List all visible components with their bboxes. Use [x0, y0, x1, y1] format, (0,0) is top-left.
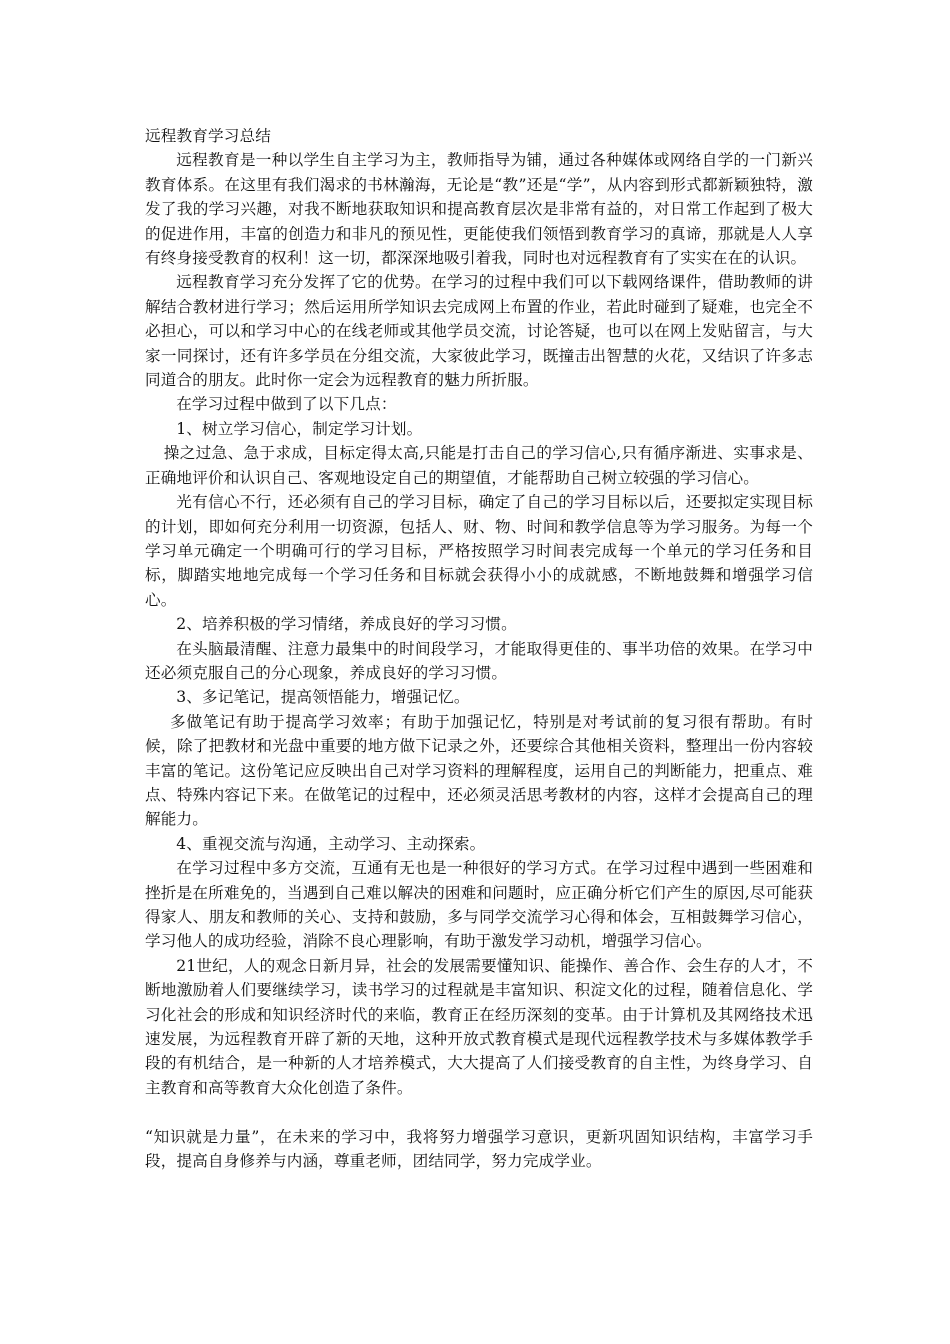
- document-body: [145, 124, 813, 1173]
- paragraph-points-intro: 在学习过程中做到了以下几点：: [176, 395, 397, 414]
- paragraph-point-2: 在头脑最清醒、注意力最集中的时间段学习，才能取得更佳的、事半功倍的效果。在学习中还必须克服自己的分心现象，养成良好的学习习惯。: [145, 639, 813, 682]
- paragraph-advantages: 远程教育学习充分发挥了它的优势。在学习的过程中我们可以下载网络课件，借助教师的讲解结合教材进行学习；然后运用所学知识去完成网上布置的作业，若此时碰到了疑难，也完全不必担心，可以和学习中心的在线老师或其他学员交流，讨论答疑，也可以在网上发贴留言，与大家一同探讨，还有许多学员在分组交流，大家彼此学习，既撞击出智慧的火花，又结识了许多志同道合的朋友。此时你一定会为远程教育的魅力所折服。: [145, 273, 813, 390]
- paragraph-point-1-a: 操之过急、急于求成，目标定得太高,只能是打击自己的学习信心,只有循序渐进、实事求是、正确地评价和认识自己、客观地设定自己的期望值，才能帮助自己树立较强的学习信心。: [145, 444, 813, 487]
- document-title: 远程教育学习总结: [145, 127, 271, 145]
- blank-line: [145, 1100, 813, 1124]
- paragraph-point-1-b: 光有信心不行，还必须有自己的学习目标，确定了自己的学习目标以后，还要拟定实现目标的计划，即如何充分利用一切资源，包括人、财、物、时间和教学信息等为学习服务。为每一个学习单元确定一个明确可行的学习目标，严格按照学习时间表完成每一个单元的学习任务和目标，脚踏实地地完成每一个学习任务和目标就会获得小小的成就感，不断地鼓舞和增强学习信心。: [145, 493, 813, 609]
- heading-point-4: 4、重视交流与沟通，主动学习、主动探索。: [176, 834, 486, 853]
- paragraph-conclusion: “知识就是力量”，在未来的学习中，我将努力增强学习意识，更新巩固知识结构，丰富学习手段，提高自身修养与内涵，尊重老师，团结同学，努力完成学业。: [145, 1127, 813, 1171]
- paragraph-intro: 远程教育是一种以学生自主学习为主，教师指导为铺，通过各种媒体或网络自学的一门新兴教育体系。在这里有我们渴求的书林瀚海，无论是“教”还是“学”，从内容到形式都新颖独特，激发了我的学习兴趣，对我不断地获取知识和提高教育层次是非常有益的，对日常工作起到了极大的促进作用，丰富的创造力和非凡的预见性，更能使我们领悟到教育学习的真谛，那就是人人享有终身接受教育的权利！这一切，都深深地吸引着我，同时也对远程教育有了实实在在的认识。: [145, 151, 813, 268]
- paragraph-point-4: 在学习过程中多方交流，互通有无也是一种很好的学习方式。在学习过程中遇到一些困难和挫折是在所难免的，当遇到自己难以解决的困难和问题时，应正确分析它们产生的原因,尽可能获得家人、朋友和教师的关心、支持和鼓励，多与同学交流学习心得和体会，互相鼓舞学习信心，学习他人的成功经验，消除不良心理影响，有助于激发学习动机，增强学习信心。: [145, 859, 813, 951]
- heading-point-3: 3、多记笔记，提高领悟能力，增强记忆。: [176, 688, 470, 707]
- heading-point-1: 1、树立学习信心，制定学习计划。: [176, 419, 423, 438]
- paragraph-21st-century: 21世纪，人的观念日新月异，社会的发展需要懂知识、能操作、善合作、会生存的人才，不断地激励着人们要继续学习，读书学习的过程就是丰富知识、积淀文化的过程，随着信息化、学习化社会的形成和知识经济时代的来临，教育正在经历深刻的变革。由于计算机及其网络技术迅速发展，为远程教育开辟了新的天地，这种开放式教育模式是现代远程教学技术与多媒体教学手段的有机结合，是一种新的人才培养模式，大大提高了人们接受教育的自主性，为终身学习、自主教育和高等教育大众化创造了条件。: [145, 956, 813, 1097]
- paragraph-point-3: 多做笔记有助于提高学习效率；有助于加强记忆，特别是对考试前的复习很有帮助。有时候，除了把教材和光盘中重要的地方做下记录之外，还要综合其他相关资料，整理出一份内容较丰富的笔记。这份笔记应反映出自己对学习资料的理解程度，运用自己的判断能力，把重点、难点、特殊内容记下来。在做笔记的过程中，还必须灵活思考教材的内容，这样才会提高自己的理解能力。: [145, 712, 813, 829]
- heading-point-2: 2、培养积极的学习情绪，养成良好的学习习惯。: [176, 615, 517, 634]
